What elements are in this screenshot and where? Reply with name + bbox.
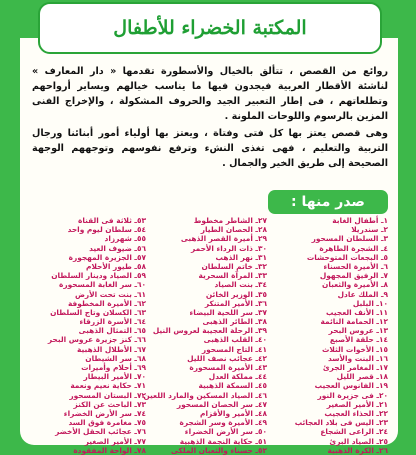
titles-list — [30, 216, 388, 455]
list-item: ١٣ـ عروس البحر — [328, 326, 388, 336]
list-item: ١٤ـ حلقة الأصبع — [329, 335, 388, 345]
list-item: ٢٤ـ الراعى الشجاع — [320, 427, 388, 437]
list-item: ٧٣ـ الباحث عن الكنز — [73, 399, 146, 409]
list-item: ١٧ـ المغامر الجرئ — [322, 363, 388, 372]
list-item: ٥٧ـ الجزيرة المهجورة — [68, 252, 146, 262]
list-item: ٣٨ـ الطائر الذهبى — [202, 317, 267, 327]
list-item: ٣٤ـ بنت الصياد — [214, 280, 267, 290]
list-item: ٤١ـ التاج المسحور — [201, 344, 267, 354]
list-item: ٧٠ـ الأمير البيطار — [83, 372, 146, 382]
list-item: ٥٨ـ طيور الأحلام — [86, 261, 146, 271]
list-item: ١٨ـ قصر الليل — [336, 372, 388, 382]
list-item: ٦٠ـ سر الغابة المسحورة — [58, 280, 146, 290]
list-item: ٢٥ـ الصياد البرئ — [329, 436, 388, 446]
list-item: ٢٩ـ أميرة القصر الذهبى — [180, 234, 267, 244]
list-item: ١٦ـ البنت والأسد — [327, 353, 388, 363]
list-item: ٦٥ـ التمثال الذهبى — [78, 326, 146, 336]
list-item: ٣٢ـ خاتم السلطان — [201, 261, 267, 271]
list-item: ٣٣ـ المرآة السحرية — [198, 271, 267, 281]
intro-paragraph-2: وهى قصص يعتز بها كل فتى وفتاة ، ويعتز بها أولياء أمور أبنائنا ورجال التربية والتعليم ، فهى تغذى النشء وترفع نفوسهم وتوجههم الوجهة الصحيحة إلى طريق الخير والجمال . — [32, 128, 388, 169]
list-item: ٤٨ـ الأمير والأقزام — [200, 408, 267, 418]
list-item: ٥٦ـ ضيوف العيد — [89, 243, 146, 253]
list-item: ٥١ـ حكاية النجمة الذهبية — [179, 436, 267, 446]
list-item: ٦٦ـ كنز جزيرة عروس البحر — [47, 335, 146, 345]
list-item: ١٠ـ البلبل — [352, 298, 388, 308]
list-item: ٦ـ الأميرة الحسناء — [323, 261, 388, 271]
list-item: ٦١ـ بنت تحت الأرض — [74, 289, 146, 299]
list-item: ٧٢ـ البستان المسحور — [69, 390, 146, 400]
subheading: صدر منها : — [291, 194, 365, 210]
list-item: ٣١ـ نهر الذهب — [215, 252, 267, 262]
list-item: ٧٧ـ الأمير الصغير — [84, 436, 146, 446]
list-item: ٦٧ـ الأطلال الذهبية — [77, 344, 146, 354]
titles-column-2 — [143, 216, 267, 455]
titles-column-1 — [272, 216, 388, 455]
list-item: ٤٥ـ السمكة الذهبية — [198, 381, 267, 391]
list-item: ٧٨ـ الواحة المفقودة — [73, 445, 146, 455]
list-item: ٩ـ الملك عادل — [337, 289, 388, 299]
list-item: ٧ـ الرفيق المجهول — [319, 271, 388, 281]
list-item: ٣٩ـ الرحلة العجيبة لعروس النيل — [152, 326, 267, 336]
list-item: ٤٩ـ الأميرة وسر الشجرة — [179, 418, 267, 428]
list-item: ٨ـ الأميرة والثعبان — [322, 280, 388, 290]
list-item: ٣٠ـ ذات الرداء الأحمر — [191, 243, 267, 253]
list-item: ٤٦ـ الصياد المسكين والمارد اللعين — [143, 390, 267, 400]
list-item: ٤٢ـ عجائب نصف الليل — [187, 353, 267, 363]
list-item: ٢٧ـ الشاطر مخطوط — [193, 216, 267, 225]
titles-column-3 — [30, 216, 146, 455]
list-item: ١٢ـ الحمامة النائمة — [320, 317, 388, 327]
list-item: ٦٤ـ الأسرة الزرقاء — [79, 317, 146, 327]
list-item: ٦٨ـ سر الشيطان — [85, 353, 146, 363]
list-item: ٢١ـ الأمير الصغير — [326, 399, 388, 409]
list-item: ٥ـ البجعات المتوحشات — [306, 252, 388, 262]
list-item: ٤٤ـ مملكة العدل — [208, 372, 267, 382]
list-item: ٤٧ـ سر الحصان المسحور — [176, 399, 267, 409]
list-item: ٧١ـ حكاية نعيم ونعمة — [70, 381, 146, 391]
list-item: ٥٤ـ سلطان ليوم واحد — [67, 225, 146, 235]
list-item: ٣٦ـ الأمير المتنكر — [204, 298, 267, 308]
page-title: المكتبة الخضراء للأطفال — [113, 17, 307, 39]
list-item: ٥٢ـ حسناء والثعبان الملكى — [171, 445, 267, 455]
list-item: ٧٥ـ مغامرة فوق السد — [68, 418, 146, 428]
list-item: ٤ـ الشجرة الطاهرة — [319, 243, 388, 253]
list-item: ٥٥ـ شهرزاد — [104, 234, 146, 244]
intro-paragraph-1: روائع من القصص ، تتألق بالخيال والأسطورة تقدمها « دار المعارف » لناشئة الأقطار العربية فيجدون فيها ما يناسب خيالهم ويساير أرواحهم وتطلعاتهم ، فى إطار التعبير الجيد والحروف المشكولة ، والإخراج الفنى المزين بالرسوم واللوحات الملونة . — [32, 66, 388, 122]
list-item: ٤٣ـ الأميرة المسحورة — [189, 363, 267, 372]
list-item: ٢٢ـ الحذاء العجيب — [324, 408, 388, 418]
list-item: ٥٣ـ ثلاثة فى القناة — [77, 216, 146, 225]
list-item: ٥٩ـ الصياد ودينار السلطان — [51, 271, 146, 281]
list-item: ٣٧ـ سر اللحية البيضاء — [189, 307, 267, 317]
intro-text — [32, 64, 388, 173]
list-item: ٢٣ـ اليس فى بلاد العجائب — [294, 418, 388, 428]
list-item: ١٩ـ الفانوس العجيب — [314, 381, 388, 391]
list-item: ١ـ أطفال الغابة — [332, 216, 388, 225]
list-item: ٣٥ـ الوزير الخائن — [205, 289, 267, 299]
title-box — [38, 2, 382, 54]
list-item: ٦٣ـ الكسلان وتاج السلطان — [50, 307, 146, 317]
cover-card — [20, 0, 398, 455]
list-item: ١٥ـ الأخوات الثلاث — [321, 344, 388, 354]
subheading-badge — [268, 190, 388, 214]
list-item: ٢٨ـ الحصان الطيار — [200, 225, 267, 235]
list-item: ١١ـ الأنف العجيب — [326, 307, 388, 317]
list-item: ٤٠ـ القلب الذهبى — [203, 335, 267, 345]
list-item: ٦٩ـ أحلام وأميرات — [81, 363, 146, 372]
list-item: ٣ـ السلطان المسحور — [311, 234, 388, 244]
list-item: ٥٠ـ سر الأرض الخضراء — [184, 427, 267, 437]
list-item: ٢٦ـ الكرة الذهبية — [327, 445, 388, 455]
list-item: ٧٦ـ عجائب الحقل الأخضر — [55, 427, 146, 437]
list-item: ٧٤ـ سر الأرض الخضراء — [63, 408, 146, 418]
list-item: ٢٠ـ فى جزيرة النور — [317, 390, 388, 400]
list-item: ٦٢ـ الأميرة المخطوفة — [67, 298, 146, 308]
list-item: ٢ـ سندريلا — [351, 225, 388, 235]
